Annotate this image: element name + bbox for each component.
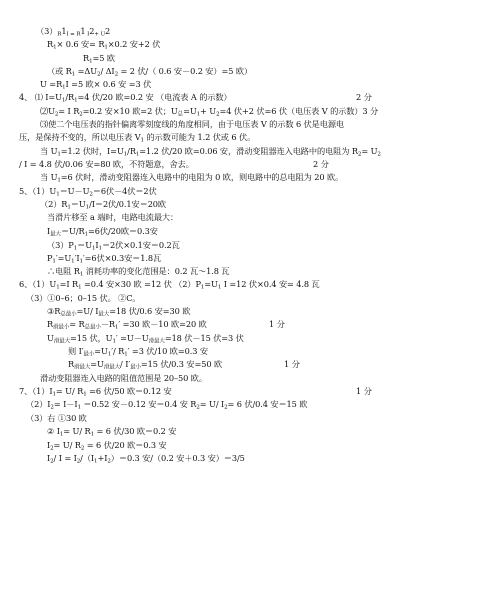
text-run: / I = I xyxy=(53,453,77,463)
line xyxy=(40,199,166,210)
subscript: 1 xyxy=(104,44,108,51)
subscript: 1 xyxy=(74,97,78,104)
text-run: ）＝0.3 安/（0.2 安＋0.3 安）＝3/5 xyxy=(110,453,245,463)
text-run: =15 伏，U xyxy=(70,333,113,343)
subscript: 滑最大 xyxy=(103,364,121,371)
text-run: ⑶使二个电压表的指针偏离零刻度线的角度相同，由于电压表 V 的示数 6 伏是电源电 xyxy=(40,119,344,129)
line xyxy=(19,186,157,197)
line xyxy=(19,279,320,290)
text-run: + U xyxy=(200,106,217,116)
subscript: 1 xyxy=(57,151,61,158)
subscript: 2 xyxy=(50,404,54,411)
subscript: 1 xyxy=(62,84,66,91)
text-run: =0.4 安×30 欧 =12 伏 （2）P xyxy=(81,279,201,289)
text-run: ×0.2 安+2 伏 xyxy=(107,39,161,49)
text-run: 当 U xyxy=(40,172,58,182)
text-run: = U/ R xyxy=(55,386,84,396)
text-run: =18 伏/0.6 安=30 欧 xyxy=(109,306,191,316)
text-run: / I′ xyxy=(120,359,131,369)
subscript: 2 xyxy=(107,458,111,465)
text-run: /I＝2伏/0.1安＝20欧 xyxy=(89,199,166,209)
text-run: 2 xyxy=(105,26,111,36)
line xyxy=(40,106,378,117)
subscript: 1 xyxy=(52,258,56,265)
subscript: 1 xyxy=(84,231,88,238)
subscript: 2 xyxy=(50,445,54,452)
line xyxy=(47,240,180,251)
text-run: +I xyxy=(97,453,108,463)
score-label: 2 分 xyxy=(313,159,329,169)
subscript: 1 xyxy=(78,284,82,291)
text-run: ＝U－U xyxy=(59,186,90,196)
line xyxy=(47,253,161,264)
subscript: 1 xyxy=(71,71,76,78)
text-run: I =5 欧× 0.6 安 =3 伏 xyxy=(65,79,152,89)
subscript: 2 xyxy=(196,404,200,411)
line xyxy=(47,266,229,277)
subscript: 1 xyxy=(79,271,84,278)
text-run: 1 xyxy=(61,26,67,36)
text-run: = 6 伏/30 欧＝0.2 安 xyxy=(94,426,177,436)
subscript: 1 xyxy=(196,111,201,118)
text-run: =ΔU xyxy=(75,66,98,76)
subscript: 1 xyxy=(135,151,140,158)
text-run: 6、（1）U xyxy=(19,279,57,289)
text-run: U =R xyxy=(40,79,63,89)
text-run: =5 欧 xyxy=(92,53,115,63)
text-run: =6 伏/50 欧＝0.12 安 xyxy=(86,386,172,396)
text-run: 1 xyxy=(80,26,86,36)
text-run: P xyxy=(47,253,53,263)
line xyxy=(47,319,207,330)
line xyxy=(47,212,178,223)
text-run: 当 U xyxy=(40,146,58,156)
text-run: ＝U/R xyxy=(60,226,85,236)
text-run: ′ =U－U xyxy=(115,333,149,343)
text-run: ＝U xyxy=(70,199,86,209)
subscript: 2 xyxy=(80,445,85,452)
line xyxy=(47,333,244,344)
subscript: 1 xyxy=(79,258,83,265)
text-run: /（I xyxy=(80,453,95,463)
text-run: （3）右 ①30 欧 xyxy=(26,413,87,423)
subscript: 2 xyxy=(50,458,54,465)
text-run: × 0.6 安= R xyxy=(56,39,105,49)
line xyxy=(40,172,343,183)
subscript: 1 xyxy=(52,391,56,398)
subscript: 1 xyxy=(89,58,93,65)
subscript: 1 xyxy=(85,204,90,211)
text-run: （3）P xyxy=(47,240,74,250)
text-run: ③R xyxy=(47,306,61,316)
text-run: I xyxy=(47,226,51,236)
line xyxy=(40,146,381,157)
text-run: U xyxy=(47,333,54,343)
subscript: 最大 xyxy=(98,311,110,318)
subscript: 滑最大 xyxy=(53,338,71,345)
text-run: =1.2 伏时，I=U xyxy=(60,146,124,156)
subscript: 1 xyxy=(56,191,60,198)
text-run: / ΔI xyxy=(100,66,115,76)
text-run: I xyxy=(47,440,51,450)
text-run: = 6 伏/0.4 安＝15 欧 xyxy=(227,399,308,409)
text-run: 消耗功率的变化范围是：0.2 瓦～1.8 瓦 xyxy=(83,266,230,276)
line xyxy=(40,373,207,384)
subscript: 1 xyxy=(107,351,112,358)
text-run: 的示数可能为 1.2 伏或 6 伏。 xyxy=(143,132,256,142)
line xyxy=(47,453,245,464)
score-label: 2 分 xyxy=(356,92,372,102)
text-run: /R xyxy=(65,92,75,102)
subscript: 1 xyxy=(124,351,128,358)
subscript: + U xyxy=(94,31,106,38)
subscript: 1 xyxy=(61,97,66,104)
text-run: 则 I′ xyxy=(68,346,84,356)
line xyxy=(83,53,115,64)
text-run: = 6 伏/20 欧＝0.3 安 xyxy=(84,440,167,450)
text-run: ′/ R xyxy=(111,346,125,356)
subscript: 2 xyxy=(89,191,93,198)
text-run: 7、（1）I xyxy=(19,386,53,396)
text-run: ＝6伏－4伏＝2伏 xyxy=(92,186,157,196)
subscript: 总 xyxy=(177,111,184,118)
line xyxy=(47,66,252,77)
text-run: =0.2 安×10 欧=2 伏；U xyxy=(82,106,178,116)
line xyxy=(68,359,222,370)
line xyxy=(47,426,176,437)
line xyxy=(36,26,110,37)
subscript: 1 xyxy=(67,204,71,211)
text-run: =18 伏－15 伏=3 伏 xyxy=(164,333,244,343)
text-run: （3） xyxy=(36,26,58,36)
subscript: 2 xyxy=(97,71,101,78)
text-run: 当滑片移至 a 端时，电路电流最大： xyxy=(47,212,179,222)
text-run: = 2 伏/（ 0.6 安－0.2 安）=5 欧） xyxy=(117,66,253,76)
subscript: 最大 xyxy=(50,231,61,238)
text-run: = I－I xyxy=(53,399,78,409)
text-run: ∴电阻 R xyxy=(47,266,80,276)
text-run: ′ =3 伏/10 欧=0.3 安 xyxy=(127,346,208,356)
subscript: 滑最大 xyxy=(74,364,91,371)
line xyxy=(26,399,307,410)
text-run: = U/ I xyxy=(199,399,225,409)
line xyxy=(40,119,344,130)
subscript: I xyxy=(85,31,90,38)
subscript: 1 xyxy=(217,284,222,291)
text-run: /R xyxy=(127,146,136,156)
line xyxy=(19,159,194,170)
subscript: 2 xyxy=(54,111,59,118)
text-run: ⑵U xyxy=(40,106,55,116)
text-run: ＝2伏×0.1安＝0.2瓦 xyxy=(101,240,180,250)
subscript: 2 xyxy=(79,111,83,118)
text-run: I =12 伏×0.4 安= 4.8 瓦 xyxy=(221,279,320,289)
text-run: －R xyxy=(100,319,115,329)
subscript: 2 xyxy=(377,151,381,158)
text-run: ′=U xyxy=(55,253,72,263)
line xyxy=(47,440,167,451)
text-run: ② I xyxy=(47,426,60,436)
line xyxy=(47,39,160,50)
score-label: 1 分 xyxy=(356,386,372,396)
text-run: =1.2 伏/20 欧=0.06 安，滑动变阻器连入电路中的电阻为 R xyxy=(139,146,358,156)
subscript: 总最小 xyxy=(84,324,101,331)
text-run: R xyxy=(83,53,90,63)
subscript: 1 xyxy=(90,431,94,438)
line xyxy=(26,413,87,424)
text-run: ＝U xyxy=(77,240,92,250)
subscript: 滑最小 xyxy=(53,324,70,331)
text-run: 滑动变阻器连入电路的阻值范围是 20–50 欧。 xyxy=(40,373,207,383)
subscript: 1 xyxy=(57,177,61,184)
text-run: =U xyxy=(183,106,197,116)
subscript: 2 xyxy=(216,111,220,118)
text-run: （或 R xyxy=(47,66,72,76)
text-run: 4、 ⑴ I=U xyxy=(19,92,62,102)
text-run: I xyxy=(95,240,99,250)
subscript: 1 xyxy=(56,284,60,291)
text-run: =4 伏+2 伏=6 伏（电压表 V 的示数）3 分 xyxy=(219,106,379,116)
subscript: 1 xyxy=(77,404,81,411)
subscript: 2 xyxy=(357,151,362,158)
text-run: （2）I xyxy=(26,399,51,409)
text-run: R xyxy=(47,319,54,329)
text-run: =6伏/20欧＝0.3安 xyxy=(87,226,158,236)
text-run: / I = 4.8 伏/0.06 安=80 欧，不符题意，舍去。 xyxy=(19,159,194,169)
text-run: 5、（1）U xyxy=(19,186,57,196)
text-run: = U xyxy=(361,146,378,156)
text-run: = U/ R xyxy=(53,440,81,450)
text-run: =U xyxy=(94,346,108,356)
subscript: 1 xyxy=(114,324,119,331)
line xyxy=(26,293,141,304)
subscript: 1 xyxy=(73,245,78,252)
subscript: 滑最大 xyxy=(148,338,165,345)
line xyxy=(47,306,190,317)
subscript: 1 xyxy=(140,137,144,144)
text-run: I xyxy=(47,453,51,463)
text-run: ′ =30 欧－10 欧=20 欧 xyxy=(118,319,207,329)
text-run: =U/ I xyxy=(76,306,99,316)
subscript: 1 xyxy=(92,245,96,252)
text-run: = R xyxy=(69,319,85,329)
subscript: 2 xyxy=(224,404,228,411)
text-run: 2 xyxy=(89,26,95,36)
line xyxy=(19,132,255,143)
subscript: 最小 xyxy=(130,364,141,371)
subscript: 1 xyxy=(53,44,57,51)
line xyxy=(47,226,158,237)
line xyxy=(19,386,172,397)
subscript: 1 xyxy=(123,151,128,158)
text-run: =6 伏时，滑动变阻器连入电路中的电阻为 0 欧，则电路中的总电阻为 20 欧。 xyxy=(60,172,344,182)
subscript: 1 xyxy=(94,458,98,465)
text-run: =I R xyxy=(59,279,79,289)
subscript: 1 xyxy=(112,338,116,345)
subscript: 1 xyxy=(98,245,102,252)
score-label: 1 分 xyxy=(269,319,285,329)
text-run: R xyxy=(68,359,75,369)
subscript: 最小 xyxy=(83,351,95,358)
subscript: R xyxy=(57,31,62,38)
subscript: 1 xyxy=(59,431,64,438)
subscript: 1 xyxy=(71,258,75,265)
subscript: I = R xyxy=(66,31,81,38)
text-run: ′=6伏×0.3安＝1.8瓦 xyxy=(82,253,162,263)
text-run: R xyxy=(47,39,54,49)
text-run: 压，是保持不变的，所以电压表 V xyxy=(19,132,141,142)
text-run: = U/ R xyxy=(63,426,91,436)
subscript: 2 xyxy=(114,71,118,78)
line xyxy=(40,79,151,90)
text-run: （3）①0–6；0–15 伏。 ②C。 xyxy=(26,293,141,303)
text-run: ′I xyxy=(74,253,80,263)
line xyxy=(68,346,208,357)
line xyxy=(19,92,232,103)
score-label: 1 分 xyxy=(284,359,300,369)
text-run: = I R xyxy=(58,106,80,116)
subscript: 1 xyxy=(83,391,87,398)
subscript: 1 xyxy=(200,284,205,291)
subscript: 总最小 xyxy=(60,311,77,318)
text-run: （2）R xyxy=(40,199,68,209)
subscript: 2 xyxy=(76,458,81,465)
text-run: =U xyxy=(204,279,218,289)
text-run: =4 伏/20 欧=0.2 安 （电流表 A 的示数） xyxy=(77,92,232,102)
text-run: =U xyxy=(90,359,104,369)
text-run: ＝0.52 安－0.12 安＝0.4 安 R xyxy=(80,399,197,409)
text-run: =15 伏/0.3 安=50 欧 xyxy=(140,359,223,369)
